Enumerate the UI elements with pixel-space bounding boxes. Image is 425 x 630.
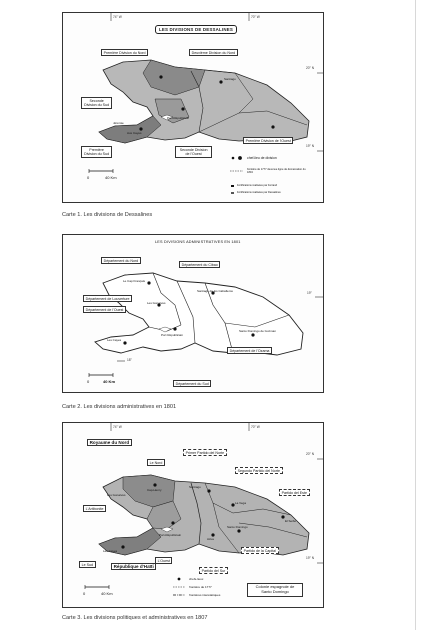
map3-caption: Carte 3. Les divisions politiques et administratives en 1807: [62, 615, 208, 621]
map2-town-santo-domingo: Santo Domingo de Guzman: [239, 329, 277, 333]
map3-label-artibonite: L'Artibonite: [83, 505, 106, 512]
map1-label-seconde-ouest: Seconde Division de l'Ouest: [175, 146, 212, 158]
map3-label-le-sud: Le Sud: [79, 561, 96, 568]
map3-legend-chefs-lieux: chefs-lieux: [189, 577, 204, 581]
map1-legend-frontiere: frontière de 1777 devenue ligne de démarcation du 1804: [247, 168, 306, 175]
map1-label-deuxieme-nord: Deuxième Division du Nord: [189, 49, 238, 56]
map2-town-port-republicain: Port Républicain: [161, 333, 184, 337]
map3-coord-right-lower: 19° N: [306, 556, 315, 560]
map2-label-louverture: Département de Louverture: [83, 295, 132, 302]
map3-coord-top-right: 70° W: [251, 425, 260, 429]
map3-town-cayes: Les Cayes: [103, 549, 118, 553]
map1-town-port-republicain: Port-Républicain: [167, 116, 190, 120]
map3-label-royaume: Royaume du Nord: [87, 439, 132, 446]
map2-scale-km: 40 Km: [103, 379, 116, 384]
map1-legend-fort-ferrand: Fortifications réalisées par Ferrand: [237, 184, 278, 187]
map2-label-sud: Département du Sud: [173, 380, 211, 387]
map-divisions-1807: [62, 422, 324, 608]
map1-scale-km: 40 Km: [105, 175, 117, 180]
map1-town-aux-cayes: Aux Cayes: [127, 131, 142, 135]
map1-label-seconde-sud: Seconde Division du Sud: [81, 97, 112, 109]
map3-scale-zero: 0: [83, 591, 86, 596]
map3-town-el-seibo: El Seibo: [285, 519, 297, 523]
map3-label-segundo-partido: Segundo Partido del Norte: [235, 467, 283, 474]
map2-title: LES DIVISIONS ADMINISTRATIVES EN 1801: [155, 240, 241, 244]
map1-caption: Carte 1. Les divisions de Dessalines: [62, 212, 153, 218]
map3-town-gonaives: Les Gonaïves: [107, 493, 126, 497]
map3-town-port-republicain: Port-Républicain: [159, 533, 182, 537]
map-dessalines: [62, 12, 324, 203]
map2-label-ouest: Département de l'Ouest: [83, 306, 126, 313]
map2-town-gonaives: Les Gonaïves: [147, 301, 166, 305]
map3-label-ouest: L'Ouest: [155, 557, 172, 564]
map2-town-cap: Le Cap Français: [123, 279, 146, 283]
map2-label-ozama: Département de l'Ozama: [227, 347, 272, 354]
map2-town-santiago: Santiago de los Caballeros: [197, 289, 233, 293]
map3-scale-km: 40 Km: [101, 591, 113, 596]
map3-legend-frontieres-interetatiques: frontières interétatiques: [189, 593, 221, 597]
map3-label-republique: République d'Haïti: [111, 563, 156, 570]
map2-caption: Carte 2. Les divisions administratives en 1801: [62, 404, 177, 410]
map3-label-partido-capital: Partido de la Capital: [241, 547, 279, 554]
map1-coord-top-right: 70° W: [251, 15, 260, 19]
map1-coord-right-upper: 20° N: [306, 66, 315, 70]
page-edge-rule: [415, 0, 416, 630]
map1-label-premiere-sud: Première Division du Sud: [81, 146, 112, 158]
map3-label-le-nord: Le Nord: [147, 459, 165, 466]
map2-label-nord: Département du Nord: [101, 257, 141, 264]
map-divisions-1801: [62, 234, 324, 393]
map3-coord-top-left: 74° W: [113, 425, 122, 429]
map1-town-santiago: Santiago: [224, 77, 236, 81]
map1-label-premiere-nord: Première Division du Nord: [101, 49, 148, 56]
map1-label-premiere-ouest: Première Division de l'Ouest: [243, 137, 293, 144]
map3-town-la-vega: La Vega: [235, 501, 247, 505]
map1-legend-chef-lieu: chef-lieu de division: [247, 156, 277, 160]
map3-town-azua: Azua: [207, 537, 214, 541]
map3-label-colonie: Colonie espagnole de Santo Domingo: [247, 583, 303, 597]
map1-coord-top-left: 74° W: [113, 15, 122, 19]
map2-town-cayes: Les Cayes: [107, 338, 122, 342]
map3-town-santo-domingo: Santo Domingo: [227, 525, 248, 529]
map3-label-partido-sur: Partido del Sur: [199, 567, 228, 574]
map2-label-cibao: Département du Cibao: [179, 261, 220, 268]
map3-coord-right-upper: 20° N: [306, 452, 315, 456]
map1-legend-fort-dessalines: Fortifications réalisées par Dessalines: [237, 191, 281, 194]
map1-town-jeremie: Jérémie: [113, 121, 124, 125]
map3-label-premier-partido: Primer Partido del Norte: [183, 449, 227, 456]
map3-town-santiago: Santiago: [189, 485, 201, 489]
map1-scale-zero: 0: [87, 175, 90, 180]
map2-scale-zero: 0: [87, 379, 90, 384]
map2-coord-right-upper: 19°: [307, 291, 312, 295]
map1-title: LES DIVISIONS DE DESSALINES: [155, 25, 237, 34]
map3-legend-frontiere: frontière de 1777: [189, 585, 212, 589]
map2-coord-lower-left: 18°: [127, 358, 132, 362]
map3-town-cap-henry: Cap-Henry: [147, 488, 162, 492]
map3-label-partido-este: Partido del Este: [279, 489, 310, 496]
map1-coord-right-lower: 19° N: [306, 144, 315, 148]
